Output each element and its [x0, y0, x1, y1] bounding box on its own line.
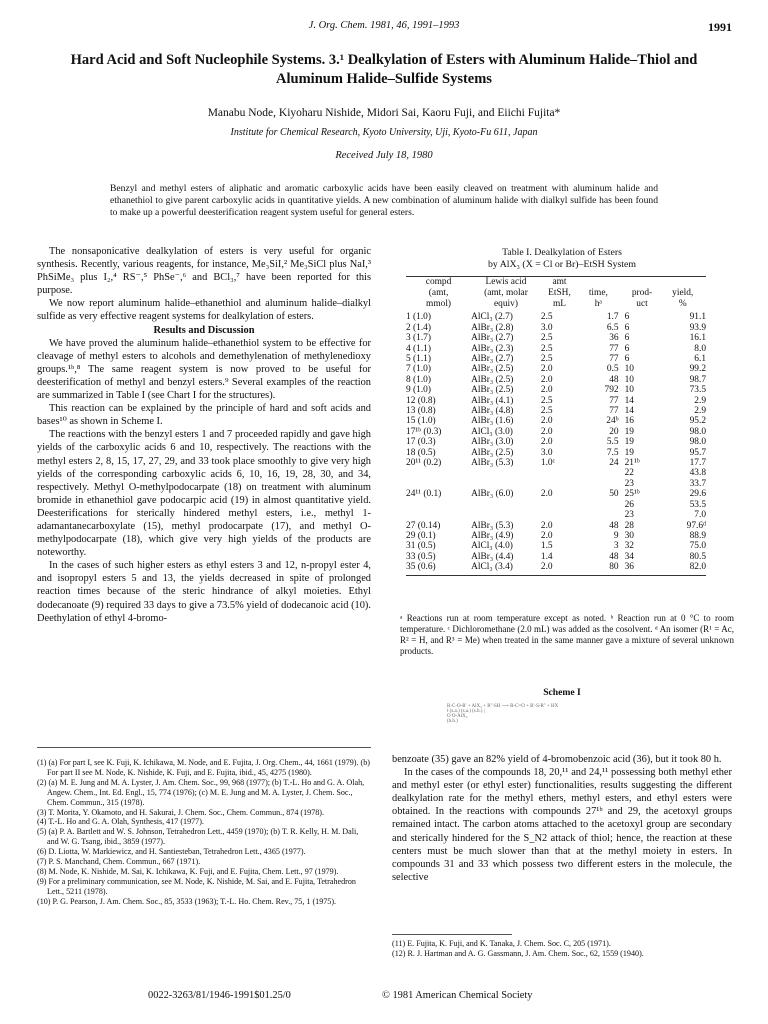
cell-yield: 98.0: [689, 437, 706, 448]
cell-product: 10: [624, 374, 634, 385]
cell-etsh: 2.5: [540, 343, 553, 354]
cell-etsh: 2.5: [540, 312, 553, 323]
body-paragraph: In the cases of the compounds 18, 20,¹¹ and 24,¹¹ possessing both methyl ether and methyl ester (or ethyl ester) functionalities, results suggesting the different dealkylation rate for the methyl ethers, methyl esters, and ethyl esters were obtained. In the reactions with compounds 27¹ᵇ and 29, the acetoxyl groups remained intact. The carbon atoms attached to the acetoxyl group are secondary and sterically hindered for the S_N2 attack of thiol; hence, the reaction at these centers must be much slower than that at the methyl moiety in esters. In compounds 31 and 33 which possess two different esters in the molecule, the selective: [392, 767, 732, 883]
article-code: 0022-3263/81/1946-1991$01.25/0: [148, 990, 291, 1001]
intro-paragraph: We now report aluminum halide–ethanethiol and aluminum halide–dialkyl sulfide as very effective reagent systems for dealkylation of esters.: [37, 298, 371, 323]
cell-time: 3: [613, 541, 619, 552]
cell-yield: 98.0: [689, 426, 706, 437]
cell-yield: 82.0: [689, 562, 706, 573]
table-caption: [392, 247, 732, 271]
table-subtitle: by AlX₃ (X = Cl or Br)–EtSH System: [487, 259, 636, 270]
cell-product: 32: [624, 541, 634, 552]
table-row: [406, 531, 706, 541]
data-table: [406, 276, 706, 576]
cell-compd: 12 (0.8): [406, 395, 436, 406]
cell-lewis-acid: AlBr₃ (5.3): [471, 458, 514, 469]
cell-yield: 53.5: [689, 499, 706, 510]
cell-yield: 2.9: [694, 406, 706, 417]
cell-time: 9: [613, 530, 619, 541]
table-row: [406, 344, 706, 354]
cell-compd: 13 (0.8): [406, 406, 436, 417]
cell-lewis-acid: AlBr₃ (2.5): [471, 364, 514, 375]
cell-lewis-acid: AlBr₃ (2.5): [471, 374, 514, 385]
cell-product: 23: [624, 510, 634, 521]
table-row: [406, 333, 706, 343]
journal-header: J. Org. Chem. 1981, 46, 1991–1993: [308, 20, 460, 31]
table-bottom-rule: [406, 575, 706, 576]
cell-product: 19: [624, 437, 634, 448]
table-header-row: [406, 277, 706, 309]
cell-compd: [406, 510, 471, 520]
cell-yield: 80.5: [689, 551, 706, 562]
cell-etsh: [541, 468, 578, 478]
cell-etsh: 3.0: [540, 447, 553, 458]
cell-etsh: [541, 500, 578, 510]
cell-etsh: 2.5: [540, 406, 553, 417]
right-column: [392, 753, 732, 884]
article-title: Hard Acid and Soft Nucleophile Systems. 3.¹ Dealkylation of Esters with Aluminum Halide–Thiol and Aluminum Halide–Sulfide Systems: [70, 52, 698, 87]
cell-product: 25¹ᵇ: [624, 489, 640, 500]
cell-time: 0.5: [606, 364, 619, 375]
cell-compd: 17¹ᵇ (0.3): [406, 426, 442, 437]
cell-product: 26: [624, 499, 634, 510]
footnote: (10) P. G. Pearson, J. Am. Chem. Soc., 85, 3533 (1963); T.-L. Ho. Chem. Rev., 75, 1 (1975).: [37, 896, 337, 906]
author-list: Manabu Node, Kiyoharu Nishide, Midori Sai, Kaoru Fuji, and Eiichi Fujita*: [207, 107, 561, 119]
footnote: (11) E. Fujita, K. Fuji, and K. Tanaka, J. Chem. Soc. C, 205 (1971).: [392, 939, 611, 948]
cell-time: 48: [609, 520, 619, 531]
cell-lewis-acid: AlCl₃ (3.0): [471, 426, 513, 437]
cell-yield: 91.1: [689, 312, 706, 323]
cell-compd: [406, 500, 471, 510]
cell-compd: 7 (1.0): [406, 364, 431, 375]
body-paragraph: The reactions with the benzyl esters 1 and 7 proceeded rapidly and gave high yields of the carboxylic acids 6 and 10, respectively. The reactions with the methyl esters 2, 8, 15, 17, 27, 29, and 33 took place smoothly to give very high yields of the corresponding carboxylic acids 6, 10, 16, 19, 28, 30, and 34, respectively. Methyl O-methylpodocarpate (18) on treatment with aluminum bromide in ethanethiol gave podocarpic acid (19) in almost quantitative yield. Deesterifications for sterically hindered methyl esters, i.e., methyl 1-adamantanecarboxylate (15), methyl prodocarpate (17), and methyl O-methylpodocarpate (18), which give very high yields of the products are noteworthy.: [37, 429, 371, 559]
cell-lewis-acid: AlBr₃ (6.0): [471, 489, 514, 500]
cell-compd: 31 (0.5): [406, 541, 436, 552]
page-number: 1991: [708, 20, 732, 34]
cell-time: 792: [604, 385, 619, 396]
table-row: [406, 510, 706, 520]
cell-lewis-acid: AlBr₃ (2.5): [471, 447, 514, 458]
cell-yield: 75.0: [689, 541, 706, 552]
table-row: [406, 448, 706, 458]
cell-lewis-acid: AlBr₃ (2.5): [471, 385, 514, 396]
cell-etsh: 2.0: [540, 489, 553, 500]
cell-product: 10: [624, 364, 634, 375]
cell-compd: 18 (0.5): [406, 447, 436, 458]
cell-time: 24ᵇ: [606, 416, 619, 427]
table-row: [406, 364, 706, 374]
right-footnotes: [392, 939, 732, 959]
cell-product: 6: [624, 343, 630, 354]
footnote: (5) (a) P. A. Bartlett and W. S. Johnson, Tetrahedron Lett., 4459 (1970); (b) T. R. Kelly, H. M. Dali, and W. G. Tsang, ibid., 3859 (1977).: [37, 827, 359, 847]
cell-lewis-acid: AlBr₃ (1.6): [471, 416, 514, 427]
cell-lewis-acid: [471, 500, 541, 510]
cell-compd: 3 (1.7): [406, 333, 431, 344]
cell-lewis-acid: AlBr₃ (4.4): [471, 551, 514, 562]
cell-time: 1.7: [606, 312, 619, 323]
footnote: (4) T.-L. Ho and G. A. Olah, Synthesis, 417 (1977).: [37, 817, 204, 827]
cell-time: 48: [609, 551, 619, 562]
cell-time: 50: [609, 489, 619, 500]
table-row: [406, 416, 706, 426]
table-row: [406, 521, 706, 531]
cell-etsh: 3.0: [540, 322, 553, 333]
cell-product: 21¹ᵇ: [624, 458, 640, 469]
abstract: Benzyl and methyl esters of aliphatic and aromatic carboxylic acids have been easily cleaved on treatment with aluminum halide and ethanethiol to give parent carboxylic acids in quantitative yields. A new combination of aluminum halide with dialkyl sulfide has been found to make up a powerful deesterification reagent system useful for general esters.: [110, 183, 658, 218]
cell-etsh: 2.0: [540, 374, 553, 385]
table-row: [406, 468, 706, 478]
cell-compd: 24¹¹ (0.1): [406, 489, 442, 500]
body-paragraph: In the cases of such higher esters as ethyl esters 3 and 12, n-propyl ester 4, and isopropyl esters 5 and 13, the yields decreased in spite of prolonged reaction times because of the steric hindrance of alkyl moieties. Ethyl dodecanoate (9) required 33 days to give a 73.5% yield of dodecanoic acid (10). Deethylation of ethyl 4-bromo-: [37, 560, 371, 624]
table-row: [406, 375, 706, 385]
cell-time: 77: [609, 354, 619, 365]
cell-compd: 20¹¹ (0.2): [406, 458, 442, 469]
footnote-divider: [37, 747, 371, 748]
table-row: [406, 458, 706, 468]
cell-time: 24: [609, 458, 619, 469]
cell-time: 20: [609, 426, 619, 437]
cell-compd: 5 (1.1): [406, 354, 431, 365]
table-row: [406, 385, 706, 395]
footnote: (3) T. Morita, Y. Okamoto, and H. Sakurai, J. Chem. Soc., Chem. Commun., 874 (1978).: [37, 807, 325, 817]
table-row: [406, 309, 706, 322]
cell-product: 14: [624, 406, 634, 417]
cell-yield: 2.9: [694, 395, 706, 406]
table-row: [406, 427, 706, 437]
cell-lewis-acid: AlBr₃ (5.3): [471, 520, 514, 531]
cell-time: 7.5: [606, 447, 619, 458]
cell-product: 14: [624, 395, 634, 406]
cell-compd: 27 (0.14): [406, 520, 441, 531]
body-paragraph: We have proved the aluminum halide–ethanethiol system to be effective for cleavage of methyl esters to alcohols and demethylenation of methylenedioxy groups.¹ᵇ,⁸ The same reagent system is now proved to be useful for deesterification of methyl and benzyl esters.⁹ Several examples of the reaction are summarized in Table I (see Chart I for the structures).: [37, 337, 371, 402]
cell-etsh: 1.0ᶜ: [540, 458, 555, 469]
cell-lewis-acid: AlBr₃ (2.7): [471, 333, 514, 344]
received-date: Received July 18, 1980: [335, 150, 433, 161]
cell-product: 6: [624, 322, 630, 333]
body-paragraph: This reaction can be explained by the principle of hard and soft acids and bases¹⁰ as shown in Scheme I.: [37, 403, 371, 428]
footnote: (1) (a) For part I, see K. Fuji, K. Ichikawa, M. Node, and E. Fujita, J. Org. Chem., 44, 1661 (1979). (b) For part II see M. Node, K. Nishide, K. Fuji, and E. Fujita, ibid., 45, 4275 (1980).: [37, 758, 370, 777]
footnote: (6) D. Liotta, W. Markiewicz, and H. Santiesteban, Tetrahedron Lett., 4365 (1977).: [37, 847, 306, 857]
cell-product: 23: [624, 478, 634, 489]
scheme-line: ‖ (s.a.) (s.a.) (s.b.) |: [447, 709, 485, 714]
cell-yield: 8.0: [694, 343, 706, 354]
table-notes: ᵃ Reactions run at room temperature except as noted. ᵇ Reaction run at 0 °C to room temperature. ᶜ Dichloromethane (2.0 mL) was added as the cosolvent. ᵈ An isomer (R¹ = Ac, R² = H, and R³ = Me) when treated in the same manner gave a mixture of several unknown products.: [400, 613, 734, 656]
cell-product: 19: [624, 447, 634, 458]
cell-etsh: 2.5: [540, 333, 553, 344]
footnotes: [37, 758, 371, 907]
cell-yield: 95.2: [689, 416, 706, 427]
cell-time: 77: [609, 395, 619, 406]
cell-compd: 15 (1.0): [406, 416, 436, 427]
header-compd: compd (amt, mmol): [425, 277, 452, 309]
cell-lewis-acid: AlBr₃ (2.3): [471, 343, 514, 354]
cell-product: 22: [624, 468, 634, 479]
cell-etsh: 1.5: [540, 541, 553, 552]
cell-etsh: 2.5: [540, 354, 553, 365]
cell-yield: 7.0: [694, 510, 706, 521]
cell-lewis-acid: [471, 510, 541, 520]
table-row: [406, 479, 706, 489]
cell-product: 6: [624, 333, 630, 344]
header-etsh: amt EtSH, mL: [548, 277, 571, 309]
table-row: [406, 437, 706, 447]
cell-yield: 93.9: [689, 322, 706, 333]
table-row: [406, 354, 706, 364]
footnote: (7) P. S. Manchand, Chem. Commun., 667 (1971).: [37, 857, 201, 867]
cell-lewis-acid: AlBr₃ (4.1): [471, 395, 514, 406]
footnote: (9) For a preliminary communication, see M. Node, K. Nishide, M. Sai, and E. Fujita, Tetrahedron Lett., 5211 (1978).: [37, 876, 356, 896]
institution: Institute for Chemical Research, Kyoto University, Uji, Kyoto-Fu 611, Japan: [230, 127, 538, 138]
cell-compd: 9 (1.0): [406, 385, 431, 396]
cell-lewis-acid: AlCl₃ (2.7): [471, 312, 513, 323]
cell-time: [578, 510, 625, 520]
footnote: (8) M. Node, K. Nishide, M. Sai, K. Ichikawa, K. Fuji, and E. Fujita, Chem. Lett., 97 (1979).: [37, 866, 339, 876]
cell-etsh: 2.0: [540, 364, 553, 375]
table-row: [406, 396, 706, 406]
cell-compd: 1 (1.0): [406, 312, 431, 323]
cell-etsh: 1.4: [540, 551, 553, 562]
copyright: © 1981 American Chemical Society: [382, 990, 533, 1001]
cell-time: [578, 500, 625, 510]
cell-time: 80: [609, 562, 619, 573]
scheme-label: Scheme I: [543, 687, 581, 698]
cell-product: 28: [624, 520, 634, 531]
footnote: (2) (a) M. E. Jung and M. A. Lyster, J. Am. Chem. Soc., 99, 968 (1977); (b) T.-L. Ho and G. A. Olah, Angew. Chem., Int. Ed. Engl., 15, 774 (1976); (c) M. E. Jung and M. A. Lyster, J. Chem. Soc., Chem. Commun., 315 (1978).: [37, 777, 365, 807]
cell-etsh: 2.0: [540, 416, 553, 427]
table-row: [406, 541, 706, 551]
cell-yield: 17.7: [689, 458, 706, 469]
cell-product: 6: [624, 354, 630, 365]
table-row: [406, 500, 706, 510]
cell-yield: 73.5: [689, 385, 706, 396]
cell-etsh: 2.0: [540, 437, 553, 448]
header-time: time, hᵃ: [588, 287, 608, 309]
scheme-line: O O-AlX₂: [447, 714, 468, 719]
intro-paragraph: The nonsaponicative dealkylation of esters is very useful for organic synthesis. Recently, various reagents, for instance, Me₃SiI,² Me₃SiCl plus NaI,³ PhSiMe₃ plus I₂,⁴ RS⁻,⁵ PhSe⁻,⁶ and BCl₃,⁷ have been reported for this purpose.: [37, 246, 371, 297]
cell-yield: 88.9: [689, 530, 706, 541]
table-row: [406, 552, 706, 562]
cell-etsh: 2.0: [540, 385, 553, 396]
cell-yield: 16.1: [689, 333, 706, 344]
cell-time: 77: [609, 343, 619, 354]
cell-time: 48: [609, 374, 619, 385]
cell-etsh: 2.0: [540, 530, 553, 541]
header-lewis-acid: Lewis acid (amt, molar equiv): [484, 277, 528, 309]
cell-etsh: 2.0: [540, 426, 553, 437]
cell-compd: [406, 468, 471, 478]
scheme-line: (h.b.): [447, 719, 458, 724]
cell-product: 6: [624, 312, 630, 323]
cell-product: 36: [624, 562, 634, 573]
cell-lewis-acid: AlCl₃ (3.4): [471, 562, 513, 573]
cell-lewis-acid: AlBr₃ (3.0): [471, 437, 514, 448]
cell-etsh: [541, 510, 578, 520]
section-heading: Results and Discussion: [153, 324, 255, 336]
scheme-line: R-C-O-R' + AlX₃ + R''-SH ⟶ R-C=O + R'-S-R'' + HX: [447, 704, 559, 709]
left-column: [37, 245, 371, 625]
cell-time: 36: [609, 333, 619, 344]
cell-time: 77: [609, 406, 619, 417]
cell-yield: 29.6: [689, 489, 706, 500]
cell-yield: 99.2: [689, 364, 706, 375]
cell-yield: 97.6ᵈ: [686, 520, 706, 531]
cell-compd: [406, 479, 471, 489]
cell-compd: 17 (0.3): [406, 437, 436, 448]
footnote: (12) R. J. Hartman and A. G. Gassmann, J. Am. Chem. Soc., 62, 1559 (1940).: [392, 949, 644, 958]
header-product: prod- uct: [631, 287, 653, 309]
cell-etsh: 2.0: [540, 520, 553, 531]
cell-compd: 8 (1.0): [406, 374, 431, 385]
cell-product: 10: [624, 385, 634, 396]
cell-product: 34: [624, 551, 634, 562]
table-row: [406, 323, 706, 333]
scheme-image: [447, 703, 697, 743]
cell-yield: 98.7: [689, 374, 706, 385]
cell-product: 19: [624, 426, 634, 437]
cell-lewis-acid: [471, 479, 541, 489]
header-yield: yield, %: [672, 287, 694, 309]
cell-product: 30: [624, 530, 634, 541]
cell-lewis-acid: AlBr₃ (4.9): [471, 530, 514, 541]
cell-etsh: 2.0: [540, 562, 553, 573]
cell-compd: 4 (1.1): [406, 343, 431, 354]
cell-compd: 2 (1.4): [406, 322, 431, 333]
cell-etsh: 2.5: [540, 395, 553, 406]
cell-yield: 95.7: [689, 447, 706, 458]
cell-time: [578, 479, 625, 489]
table-row: [406, 406, 706, 416]
cell-lewis-acid: [471, 468, 541, 478]
cell-yield: 33.7: [689, 478, 706, 489]
cell-time: 5.5: [606, 437, 619, 448]
cell-lewis-acid: AlBr₃ (2.7): [471, 354, 514, 365]
body-paragraph: benzoate (35) gave an 82% yield of 4-bromobenzoic acid (36), but it took 80 h.: [392, 754, 722, 765]
cell-compd: 35 (0.6): [406, 562, 436, 573]
refs-divider: [392, 934, 512, 935]
cell-lewis-acid: AlBr₃ (4.8): [471, 406, 514, 417]
cell-product: 16: [624, 416, 634, 427]
cell-etsh: [541, 479, 578, 489]
cell-time: 6.5: [606, 322, 619, 333]
table-row: [406, 489, 706, 499]
cell-time: [578, 468, 625, 478]
table-title: Table I. Dealkylation of Esters: [502, 247, 622, 258]
cell-yield: 6.1: [694, 354, 706, 365]
cell-compd: 33 (0.5): [406, 551, 436, 562]
cell-lewis-acid: AlBr₃ (2.8): [471, 322, 514, 333]
cell-lewis-acid: AlCl₃ (4.0): [471, 541, 513, 552]
cell-compd: 29 (0.1): [406, 530, 436, 541]
cell-yield: 43.8: [689, 468, 706, 479]
table-row: [406, 562, 706, 572]
